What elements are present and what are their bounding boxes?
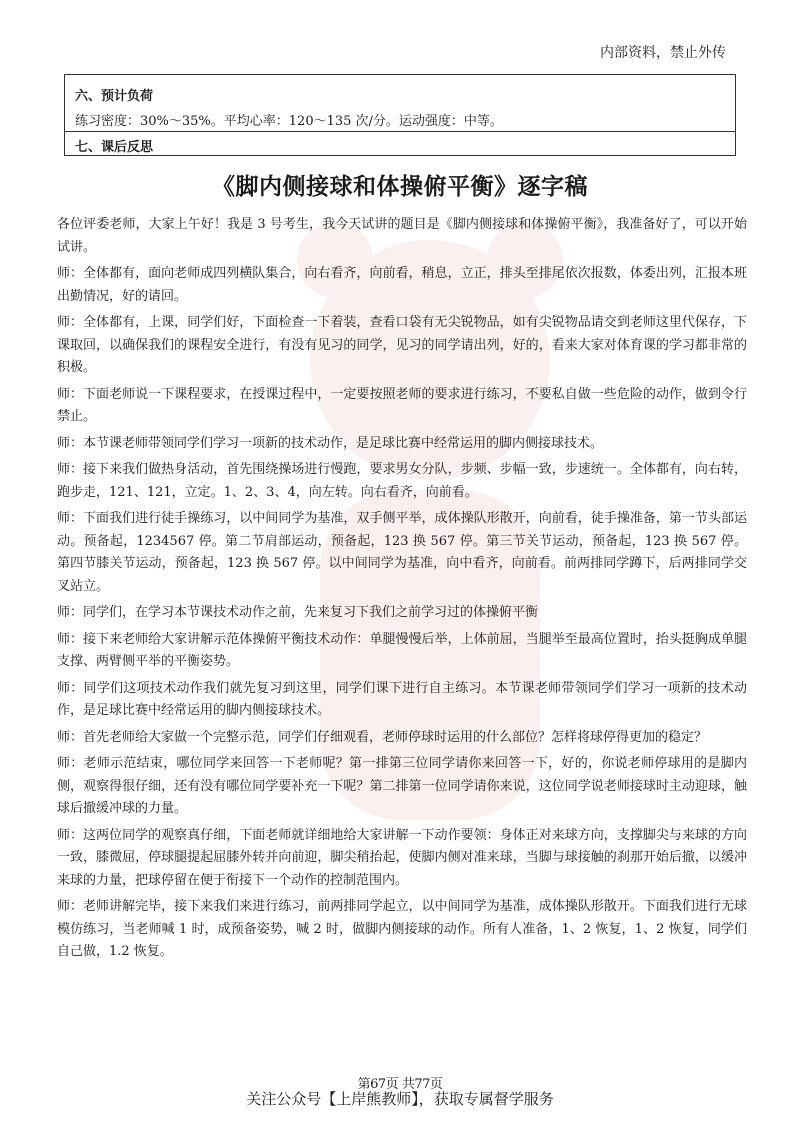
- paragraph-practice: 师：老师讲解完毕，接下来我们来进行练习，前两排同学起立，以中间同学为基准，成体操队形散开。下面我们进行无球模仿练习，当老师喊 1 时，成预备姿势，喊 2 时，做脚内侧接球的动作。所有人准备，1、2 恢复，1、2 恢复，同学们自己做，1.2 恢复。: [57, 899, 747, 959]
- paragraph-technique-points: 师：这两位同学的观察真仔细，下面老师就详细地给大家讲解一下动作要领：身体正对来球方向，支撑脚尖与来球的方向一致，膝微屈，停球腿提起屈膝外转并向前迎，脚尖稍抬起，使脚内侧对准来球，当脚与球接触的刹那开始后撤，以缓冲来球的力量，把球停留在便于衔接下一个动作的控制范围内。: [57, 827, 747, 888]
- paragraph-balance-demo: 师：接下来老师给大家讲解示范体操俯平衡技术动作：单腿慢慢后举，上体前屈，当腿举至最高位置时，抬头挺胸成单腿支撑、两臂侧平举的平衡姿势。: [57, 631, 747, 669]
- expected-load-heading: 六、预计负荷: [75, 89, 154, 104]
- paragraph-student-answers: 师：老师示范结束，哪位同学来回答一下老师呢？第一排第三位同学请你来回答一下，好的，你说老师停球用的是脚内侧，观察得很仔细，还有没有哪位同学要补充一下呢？第二排第一位同学请你来说，这位同学说老师接球时主动迎球，触球后撤缓冲球的力量。: [57, 756, 747, 816]
- paragraph-intro: 各位评委老师，大家上午好！我是 3 号考生，我今天试讲的题目是《脚内侧接球和体操俯平衡》，我准备好了，可以开始试讲。: [57, 217, 747, 255]
- paragraph-full-demo: 师：首先老师给大家做一个完整示范，同学们仔细观看，老师停球时运用的什么部位？怎样将球停得更加的稳定？: [57, 729, 708, 745]
- paragraph-warmup: 师：接下来我们做热身活动，首先围绕操场进行慢跑，要求男女分队，步频、步幅一致，步速统一。全体都有，向右转，跑步走，121、121，立定。1、2、3、4，向左转。向右看齐，向前看。: [57, 462, 747, 500]
- expected-load-details: 练习密度：30%～35%。平均心率：120～135 次/分。运动强度：中等。: [75, 114, 503, 129]
- footer-promo: 关注公众号【上岸熊教师】，获取专属督学服务: [246, 1090, 554, 1108]
- page-indicator: 第67页 共77页: [357, 1077, 443, 1092]
- paragraph-assembly: 师：全体都有，面向老师成四列横队集合，向右看齐，向前看，稍息，立正，排头至排尾依次报数，体委出列，汇报本班出勤情况，好的请回。: [57, 266, 747, 304]
- expected-load-table: [64, 74, 736, 156]
- confidential-note: 内部资料，禁止外传: [600, 45, 726, 61]
- reflection-heading: 七、课后反思: [75, 140, 154, 155]
- paragraph-class-start: 师：全体都有，上课，同学们好，下面检查一下着装，查看口袋有无尖锐物品，如有尖锐物品请交到老师这里代保存，下课取回，以确保我们的课程安全进行，有没有见习的同学，见习的同学请出列，好的，看来大家对体育课的学习都非常的积极。: [57, 315, 747, 375]
- paragraph-new-skill: 师：同学们这项技术动作我们就先复习到这里，同学们课下进行自主练习。本节课老师带领同学们学习一项新的技术动作，是足球比赛中经常运用的脚内侧接球技术。: [57, 680, 747, 718]
- paragraph-review: 师：同学们，在学习本节课技术动作之前，先来复习下我们之前学习过的体操俯平衡: [57, 605, 539, 620]
- paragraph-requirements: 师：下面老师说一下课程要求，在授课过程中，一定要按照老师的要求进行练习，不要私自做一些危险的动作，做到令行禁止。: [57, 386, 747, 424]
- paragraph-exercises: 师：下面我们进行徒手操练习，以中间同学为基准，双手侧平举，成体操队形散开，向前看，徒手操准备，第一节头部运动。预备起，1234567 停。第二节肩部运动，预备起，123 换 567 停。第三节关节运动，预备起，123 换 567 停。第四节膝关节运动，预备起，123 换 567 停。以中间同学为基准，向中看齐，向前看。前两排同学蹲下，后两排同学交叉站立。: [57, 511, 747, 594]
- paragraph-topic: 师：本节课老师带领同学们学习一项新的技术动作，是足球比赛中经常运用的脚内侧接球技术。: [57, 435, 604, 451]
- table-divider: [65, 131, 735, 132]
- transcript-body: [57, 214, 747, 968]
- document-title: 《脚内侧接球和体操俯平衡》逐字稿: [212, 173, 588, 200]
